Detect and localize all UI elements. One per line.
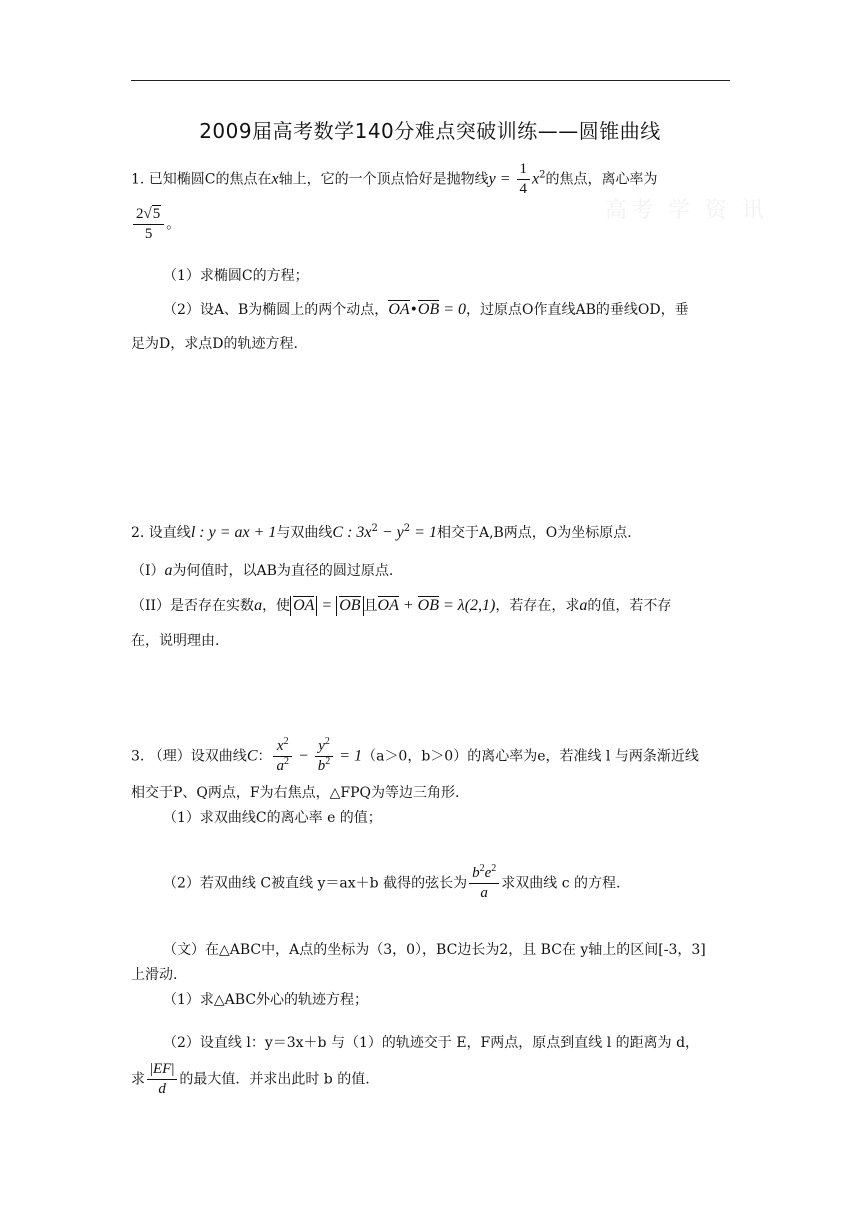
problem-1-line-1: 1. 已知椭圆C的焦点在x轴上，它的一个顶点恰好是抛物线y = $\frac{1}{4}$ $x^2$的焦点，离心率为 [131, 161, 658, 197]
problem-1-question-2: （2）设A、B为椭圆上的两个动点，OA•OB = 0，过原点O作直线AB的垂线OD，垂 [163, 301, 689, 318]
problem-3-wen-question-2-cont: 求 $\frac{|EF|}{d}$ 的最大值．并求出此时 b 的值. [131, 1061, 370, 1097]
problem-3-line-1: 3. （理）设双曲线C： $\frac{x^2}{a^2}$ − $\frac{y^2}{b^2}$ = 1（a＞0，b＞0）的离心率为e，若准线 l 与两条渐近线 [131, 736, 699, 774]
problem-3-question-1: （1）求双曲线C的离心率 e 的值； [163, 810, 382, 826]
header-rule [131, 80, 730, 81]
fraction-y2-b2: $\frac{y^2}{b^2}$ [315, 737, 334, 776]
problem-3-question-2: （2）若双曲线 C被直线 y＝ax＋b 截得的弦长为 $\frac{b^2e^2}{a}$ 求双曲线 c 的方程. [163, 863, 621, 901]
problem-3-wen-line-2: 上滑动. [131, 967, 178, 983]
problem-2-question-1: （I）a为何值时，以AB为直径的圆过原点. [131, 562, 394, 579]
problem-2-question-2-cont: 在，说明理由. [131, 633, 220, 649]
problem-2-line-1: 2. 设直线l : y = ax + 1与双曲线C : $3x^2 - y^2 = 1$相交于A,B两点，O为坐标原点. [131, 523, 632, 541]
fraction-ef-over-d: $\frac{|EF|}{d}$ [147, 1060, 177, 1099]
problem-1-eccentricity: $\frac{2√5}{5}$ 。 [131, 205, 180, 244]
fraction-one-quarter: $\frac{1}{4}$ [517, 160, 531, 199]
fraction-x2-a2: $\frac{x^2}{a^2}$ [273, 737, 292, 776]
problem-1-question-2-cont: 足为D，求点D的轨迹方程. [131, 336, 298, 352]
watermark: 高考 学 资 讯 [605, 198, 768, 223]
problem-3-wen-question-2: （2）设直线 l：y＝3x＋b 与（1）的轨迹交于 E，F两点，原点到直线 l 的距离为 d， [163, 1035, 700, 1051]
fraction-eccentricity: $\frac{2√5}{5}$ [133, 205, 164, 244]
problem-2-question-2: （II）是否存在实数a，使 OA = OB 且OA + OB = λ(2,1)，若存在，求a的值，若不存 [131, 597, 672, 614]
problem-3-line-2: 相交于P、Q两点，F为右焦点，△FPQ为等边三角形. [131, 785, 460, 801]
problem-3-wen-question-1: （1）求△ABC外心的轨迹方程； [163, 992, 369, 1008]
fraction-chord-length: $\frac{b^2e^2}{a}$ [469, 864, 499, 903]
problem-1-question-1: （1）求椭圆C的方程； [163, 268, 309, 284]
problem-3-wen-line-1: （文）在△ABC中，A点的坐标为（3，0），BC边长为2，且 BC在 y轴上的区间[-3，3] [163, 942, 706, 958]
page-title: 2009届高考数学140分难点突破训练——圆锥曲线 [199, 119, 661, 143]
